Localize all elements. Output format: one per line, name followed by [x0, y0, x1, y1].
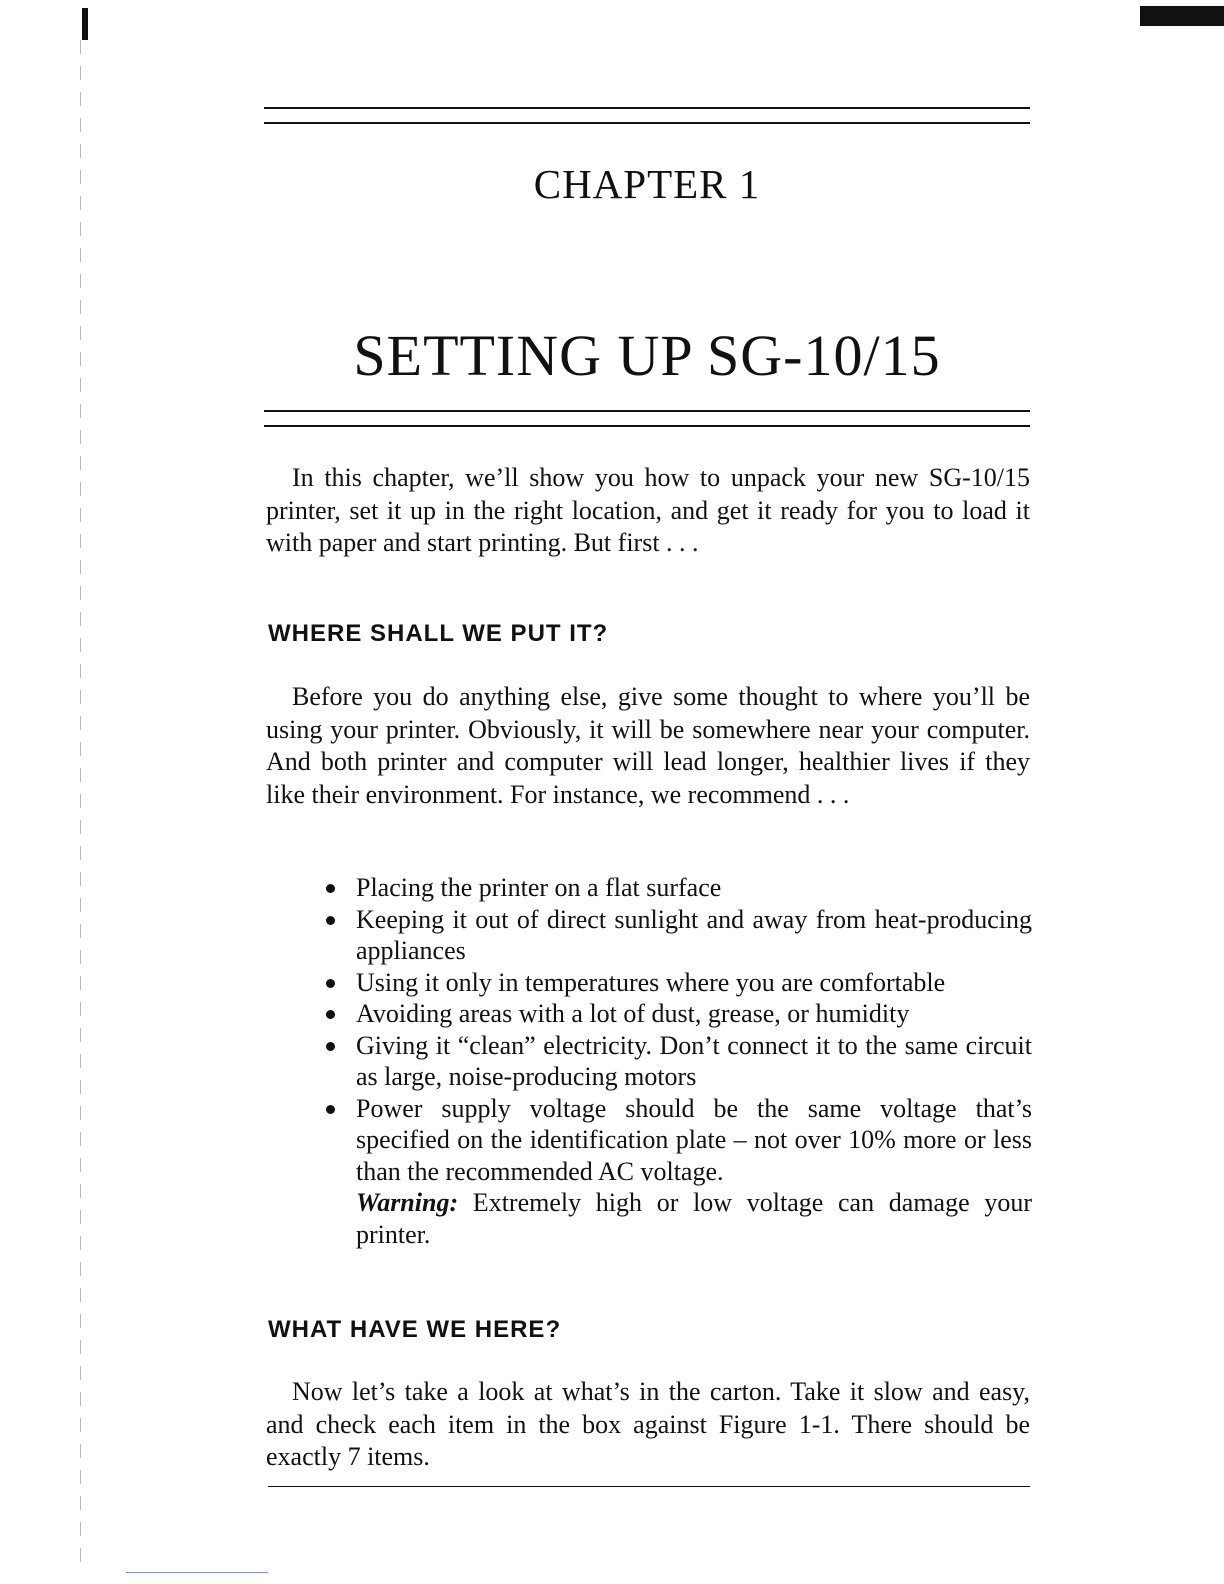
header-rule-bottom [264, 410, 1030, 412]
list-item [322, 998, 1032, 1030]
bullet-icon [326, 916, 335, 925]
chapter-label: CHAPTER 1 [533, 161, 761, 207]
chapter-title: SETTING UP SG-10/15 [353, 323, 941, 388]
scan-binding-edge [80, 40, 81, 1570]
list-item-text: Power supply voltage should be the same voltage that’s specified on the identification plate – not over 10% more or less than the recommended AC voltage. [356, 1093, 1032, 1186]
header-rule-top-inner [264, 122, 1030, 124]
list-item [322, 1030, 1032, 1093]
list-item [322, 1093, 1032, 1251]
list-item [322, 904, 1032, 967]
placement-paragraph: Before you do anything else, give some thought to where you’ll be using your printer. Obviously, it will be somewhere near your computer. And both printer and computer will lead longer, healthier lives if they like their environment. For instance, we recommend . . . [266, 682, 1030, 809]
warning-label: Warning: [356, 1188, 459, 1217]
contents-paragraph: Now let’s take a look at what’s in the carton. Take it slow and easy, and check each item in the box against Figure 1-1. There should be exactly 7 items. [266, 1377, 1030, 1471]
scan-corner-tab [1140, 6, 1224, 26]
footer-rule [268, 1486, 1030, 1487]
list-item-text: Avoiding areas with a lot of dust, grease, or humidity [356, 999, 910, 1028]
list-item [322, 872, 1032, 904]
list-item [322, 967, 1032, 999]
bullet-icon [326, 1010, 335, 1019]
warning-text: Extremely high or low voltage can damage your printer. [356, 1188, 1032, 1249]
bullet-icon [326, 1105, 335, 1114]
section-heading-placement: WHERE SHALL WE PUT IT? [268, 620, 609, 647]
section-heading-contents: WHAT HAVE WE HERE? [268, 1316, 562, 1343]
scan-bottom-line [126, 1572, 268, 1573]
bullet-icon [326, 884, 335, 893]
list-item-text: Giving it “clean” electricity. Don’t connect it to the same circuit as large, noise-producing motors [356, 1030, 1032, 1091]
placement-recommendations-list [322, 872, 1032, 1250]
bullet-icon [326, 1042, 335, 1051]
list-item-text: Placing the printer on a flat surface [356, 873, 722, 902]
header-rule-bottom-inner [264, 425, 1030, 427]
scan-margin-mark [82, 8, 88, 40]
header-rule-top [264, 107, 1030, 109]
intro-paragraph: In this chapter, we’ll show you how to unpack your new SG-10/15 printer, set it up in the right location, and get it ready for you to load it with paper and start printing. But first . . . [266, 463, 1030, 557]
list-item-text: Using it only in temperatures where you are comfortable [356, 967, 946, 997]
list-item-text: Keeping it out of direct sunlight and away from heat-producing appliances [356, 904, 1032, 965]
bullet-icon [326, 979, 335, 988]
